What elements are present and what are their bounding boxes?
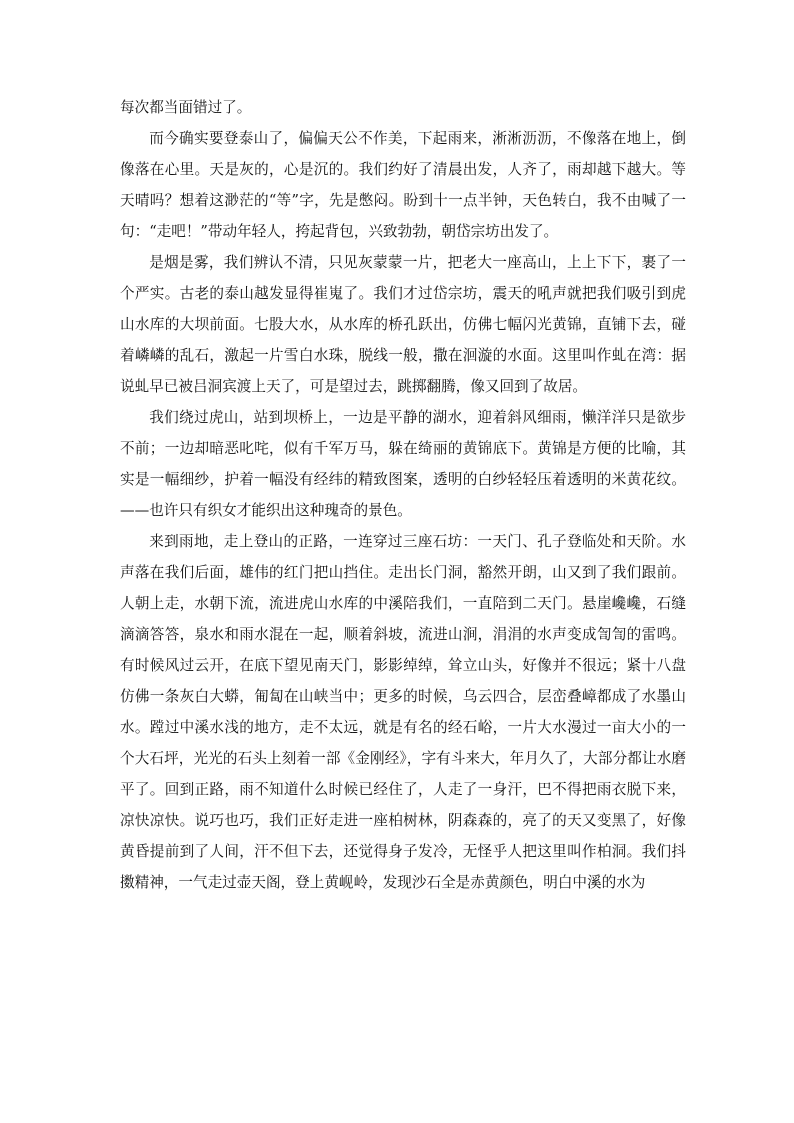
paragraph: 而今确实要登泰山了，偏偏天公不作美，下起雨来，淅淅沥沥，不像落在地上，倒像落在心里。天是灰的，心是沉的。我们约好了清晨出发，人齐了，雨却越下越大。等天晴吗？想着这渺茫的“等”字，先是憋闷。盼到十一点半钟，天色转白，我不由喊了一句：“走吧！”带动年轻人，挎起背包，兴致勃勃，朝岱宗坊出发了。 bbox=[120, 130, 686, 240]
paragraph: 来到雨地，走上登山的正路，一连穿过三座石坊：一天门、孔子登临处和天阶。水声落在我们后面，雄伟的红门把山挡住。走出长门洞，豁然开朗，山又到了我们跟前。人朝上走，水朝下流，流进虎山水库的中溪陪我们，一直陪到二天门。悬崖巉巉，石缝滴滴答答，泉水和雨水混在一起，顺着斜坡，流进山涧，涓涓的水声变成訇訇的雷鸣。有时候风过云开，在底下望见南天门，影影绰绰，耸立山头，好像并不很远；紧十八盘仿佛一条灰白大蟒，匍匐在山峡当中；更多的时候，乌云四合，层峦叠嶂都成了水墨山水。蹚过中溪水浅的地方，走不太远，就是有名的经石峪，一片大水漫过一亩大小的一个大石坪，光光的石头上刻着一部《金刚经》，字有斗来大，年月久了，大部分都让水磨平了。回到正路，雨不知道什么时候已经住了，人走了一身汗，巴不得把雨衣脱下来，凉快凉快。说巧也巧，我们正好走进一座柏树林，阴森森的，亮了的天又变黑了，好像黄昏提前到了人间，汗不但下去，还觉得身子发冷，无怪乎人把这里叫作柏洞。我们抖擞精神，一气走过壶天阁，登上黄岘岭，发现沙石全是赤黄颜色，明白中溪的水为 bbox=[120, 533, 686, 891]
article-body bbox=[120, 92, 686, 898]
paragraph: 是烟是雾，我们辨认不清，只见灰蒙蒙一片，把老大一座高山，上上下下，裹了一个严实。古老的泰山越发显得崔嵬了。我们才过岱宗坊，震天的吼声就把我们吸引到虎山水库的大坝前面。七股大水，从水库的桥孔跃出，仿佛七幅闪光黄锦，直铺下去，碰着嶙嶙的乱石，激起一片雪白水珠，脱线一般，撒在洄漩的水面。这里叫作虬在湾：据说虬早已被吕洞宾渡上天了，可是望过去，跳掷翻腾，像又回到了故居。 bbox=[120, 254, 686, 395]
paragraph-continuation: 每次都当面错过了。 bbox=[120, 99, 252, 116]
paragraph: 我们绕过虎山，站到坝桥上，一边是平静的湖水，迎着斜风细雨，懒洋洋只是欲步不前；一边却暗恶叱咤，似有千军万马，躲在绮丽的黄锦底下。黄锦是方便的比喻，其实是一幅细纱，护着一幅没有经纬的精致图案，透明的白纱轻轻压着透明的米黄花纹。——也许只有织女才能织出这种瑰奇的景色。 bbox=[120, 409, 686, 519]
